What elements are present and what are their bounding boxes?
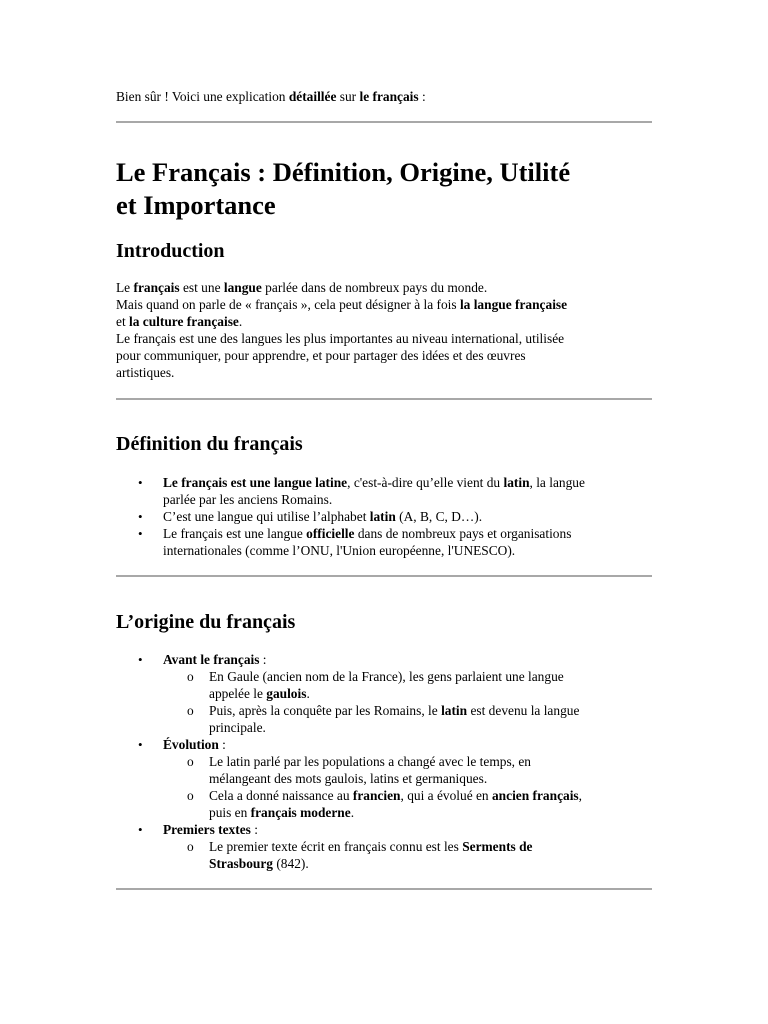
page-title-line: Le Français : Définition, Origine, Utilité: [116, 157, 571, 187]
page-title: [116, 156, 656, 222]
definition-list: [116, 474, 656, 559]
sub-bullet-marker: o: [187, 788, 194, 803]
sub-list: [163, 838, 656, 872]
list-item: • Le français est une langue latine, c'est-à-dire qu’elle vient du latin, la langue parlée par les anciens Romains.: [138, 475, 585, 507]
sub-list-item: o Cela a donné naissance au francien, qui a évolué en ancien français, puis en français moderne.: [187, 788, 583, 820]
bullet-marker: •: [138, 737, 143, 752]
sub-list-item: o Le premier texte écrit en français connu est les Serments de Strasbourg (842).: [187, 839, 533, 871]
horizontal-rule: [116, 575, 652, 577]
heading-origine: L’origine du français: [116, 611, 296, 633]
heading-definition: Définition du français: [116, 433, 303, 455]
horizontal-rule: [116, 398, 652, 400]
intro-sentence: [116, 88, 426, 105]
page-title-line: et Importance: [116, 190, 276, 220]
paragraph-line: Mais quand on parle de « français », cela peut désigner à la fois la langue française: [116, 297, 568, 312]
list-item-avant: • Avant le français : o En Gaule (ancien nom de la France), les gens parlaient une langue appelée le gaulois. o Puis, après la conquête par les Romains, le latin est devenu la langue principale.: [116, 651, 656, 736]
sub-list-item: o Le latin parlé par les populations a changé avec le temps, en mélangeant des mots gaulois, latins et germaniques.: [187, 754, 531, 786]
sub-list: [163, 668, 656, 736]
paragraph-line: et la culture française.: [116, 314, 243, 329]
paragraph-line: Le français est une des langues les plus importantes au niveau international, utilisée: [116, 331, 565, 346]
paragraph-line: artistiques.: [116, 365, 175, 380]
sub-list: [163, 753, 656, 821]
intro-bold-le-francais: le français: [359, 89, 419, 104]
paragraph-line: Le français est une langue parlée dans de nombreux pays du monde.: [116, 280, 488, 295]
bullet-marker: •: [138, 822, 143, 837]
list-item: • C’est une langue qui utilise l’alphabet latin (A, B, C, D…).: [138, 509, 483, 524]
bullet-marker: •: [138, 509, 143, 524]
intro-bold-detaillee: détaillée: [288, 89, 337, 104]
horizontal-rule: [116, 121, 652, 123]
heading-introduction: Introduction: [116, 240, 225, 262]
sub-list-item: o En Gaule (ancien nom de la France), les gens parlaient une langue appelée le gaulois.: [187, 669, 564, 701]
list-item-premiers-textes: • Premiers textes : o Le premier texte écrit en français connu est les Serments de Strasbourg (842).: [116, 821, 656, 872]
paragraph-line: pour communiquer, pour apprendre, et pour partager des idées et des œuvres: [116, 348, 526, 363]
bullet-marker: •: [138, 652, 143, 667]
intro-text: sur: [336, 89, 360, 104]
intro-text: :: [418, 89, 426, 104]
sub-list-item: o Puis, après la conquête par les Romains, le latin est devenu la langue principale.: [187, 703, 580, 735]
list-item-evolution: • Évolution : o Le latin parlé par les populations a changé avec le temps, en mélangeant des mots gaulois, latins et germaniques. o Cela a donné naissance au francien, qui a évolué en ancien français, puis en français moderne.: [116, 736, 656, 821]
sub-bullet-marker: o: [187, 669, 194, 684]
bullet-marker: •: [138, 475, 143, 490]
horizontal-rule: [116, 888, 652, 890]
list-item: • Le français est une langue officielle dans de nombreux pays et organisations internationales (comme l’ONU, l'Union européenne, l'UNESCO).: [138, 526, 572, 558]
sub-bullet-marker: o: [187, 703, 194, 718]
origine-list: [116, 651, 656, 872]
bullet-marker: •: [138, 526, 143, 541]
intro-text: Bien sûr ! Voici une explication: [116, 89, 289, 104]
sub-bullet-marker: o: [187, 754, 194, 769]
introduction-paragraph: [116, 279, 652, 381]
sub-bullet-marker: o: [187, 839, 194, 854]
